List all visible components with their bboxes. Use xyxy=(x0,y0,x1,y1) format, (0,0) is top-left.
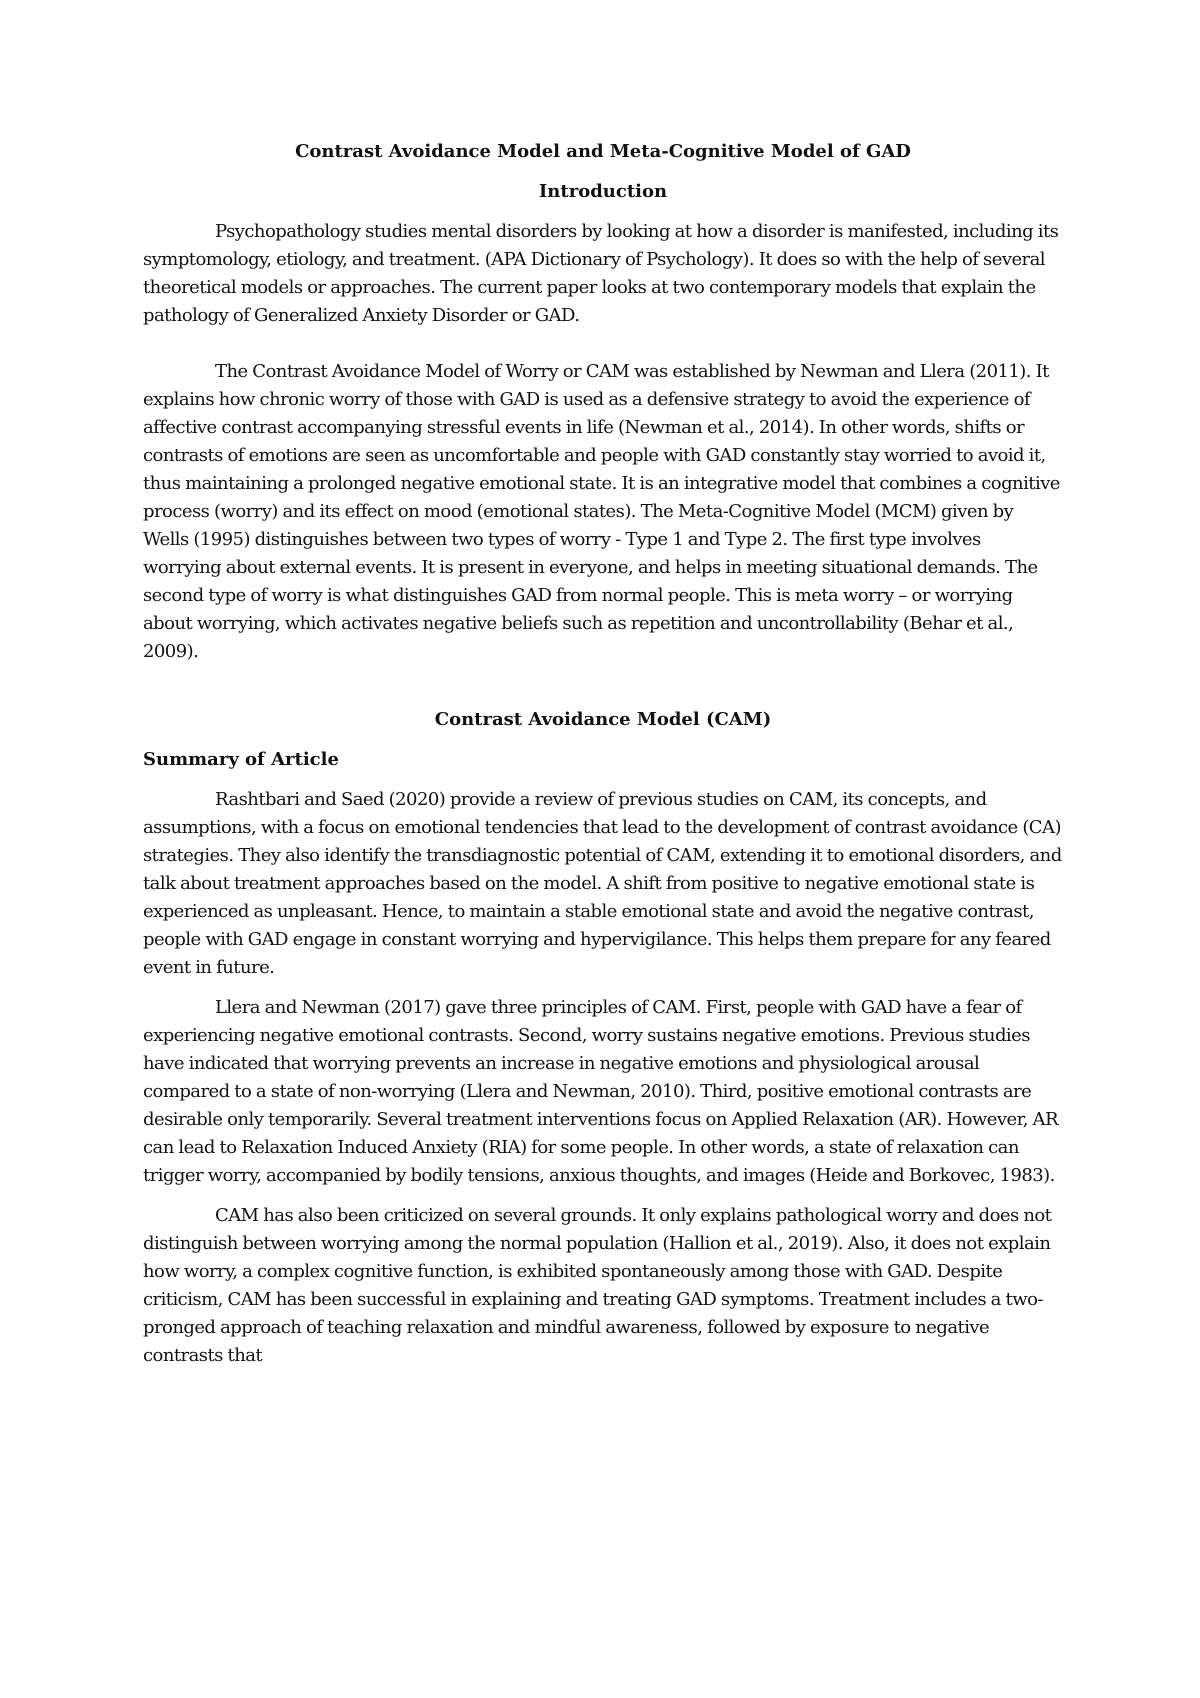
cam-paragraph-1: Rashtbari and Saed (2020) provide a review of previous studies on CAM, its concepts, and assumptions, with a focus on emotional tendencies that lead to the development of contrast avoidance (CA) strategies. They also identify the transdiagnostic potential of CAM, extending it to emotional disorders, and talk about treatment approaches based on the model. A shift from positive to negative emotional state is experienced as unpleasant. Hence, to maintain a stable emotional state and avoid the negative contrast, people with GAD engage in constant worrying and hypervigilance. This helps them prepare for any feared event in future. xyxy=(143,789,1062,978)
document-title: Contrast Avoidance Model and Meta-Cognitive Model of GAD xyxy=(295,141,911,162)
intro-paragraph-2: The Contrast Avoidance Model of Worry or CAM was established by Newman and Llera (2011). It explains how chronic worry of those with GAD is used as a defensive strategy to avoid the experience of affective contrast accompanying stressful events in life (Newman et al., 2014). In other words, shifts or contrasts of emotions are seen as uncomfortable and people with GAD constantly stay worried to avoid it, thus maintaining a prolonged negative emotional state. It is an integrative model that combines a cognitive process (worry) and its effect on mood (emotional states). The Meta-Cognitive Model (MCM) given by Wells (1995) distinguishes between two types of worry - Type 1 and Type 2. The first type involves worrying about external events. It is present in everyone, and helps in meeting situational demands. The second type of worry is what distinguishes GAD from normal people. This is meta worry – or worrying about worrying, which activates negative beliefs such as repetition and uncontrollability (Behar et al., 2009). xyxy=(143,361,1060,662)
cam-paragraph-3: CAM has also been criticized on several grounds. It only explains pathological worry and does not distinguish between worrying among the normal population (Hallion et al., 2019). Also, it does not explain how worry, a complex cognitive function, is exhibited spontaneously among those with GAD. Despite criticism, CAM has been successful in explaining and treating GAD symptoms. Treatment includes a two-pronged approach of teaching relaxation and mindful awareness, followed by exposure to negative contrasts that xyxy=(143,1205,1052,1366)
intro-paragraph-1: Psychopathology studies mental disorders by looking at how a disorder is manifested, including its symptomology, etiology, and treatment. (APA Dictionary of Psychology). It does so with the help of several theoretical models or approaches. The current paper looks at two contemporary models that explain the pathology of Generalized Anxiety Disorder or GAD. xyxy=(143,221,1059,326)
document-page xyxy=(143,138,1063,1370)
cam-section-heading: Contrast Avoidance Model (CAM) xyxy=(434,709,772,730)
introduction-heading: Introduction xyxy=(538,181,668,202)
cam-paragraph-2: Llera and Newman (2017) gave three principles of CAM. First, people with GAD have a fear of experiencing negative emotional contrasts. Second, worry sustains negative emotions. Previous studies have indicated that worrying prevents an increase in negative emotions and physiological arousal compared to a state of non-worrying (Llera and Newman, 2010). Third, positive emotional contrasts are desirable only temporarily. Several treatment interventions focus on Applied Relaxation (AR). However, AR can lead to Relaxation Induced Anxiety (RIA) for some people. In other words, a state of relaxation can trigger worry, accompanied by bodily tensions, anxious thoughts, and images (Heide and Borkovec, 1983). xyxy=(143,997,1058,1186)
summary-of-article-heading: Summary of Article xyxy=(143,749,339,770)
